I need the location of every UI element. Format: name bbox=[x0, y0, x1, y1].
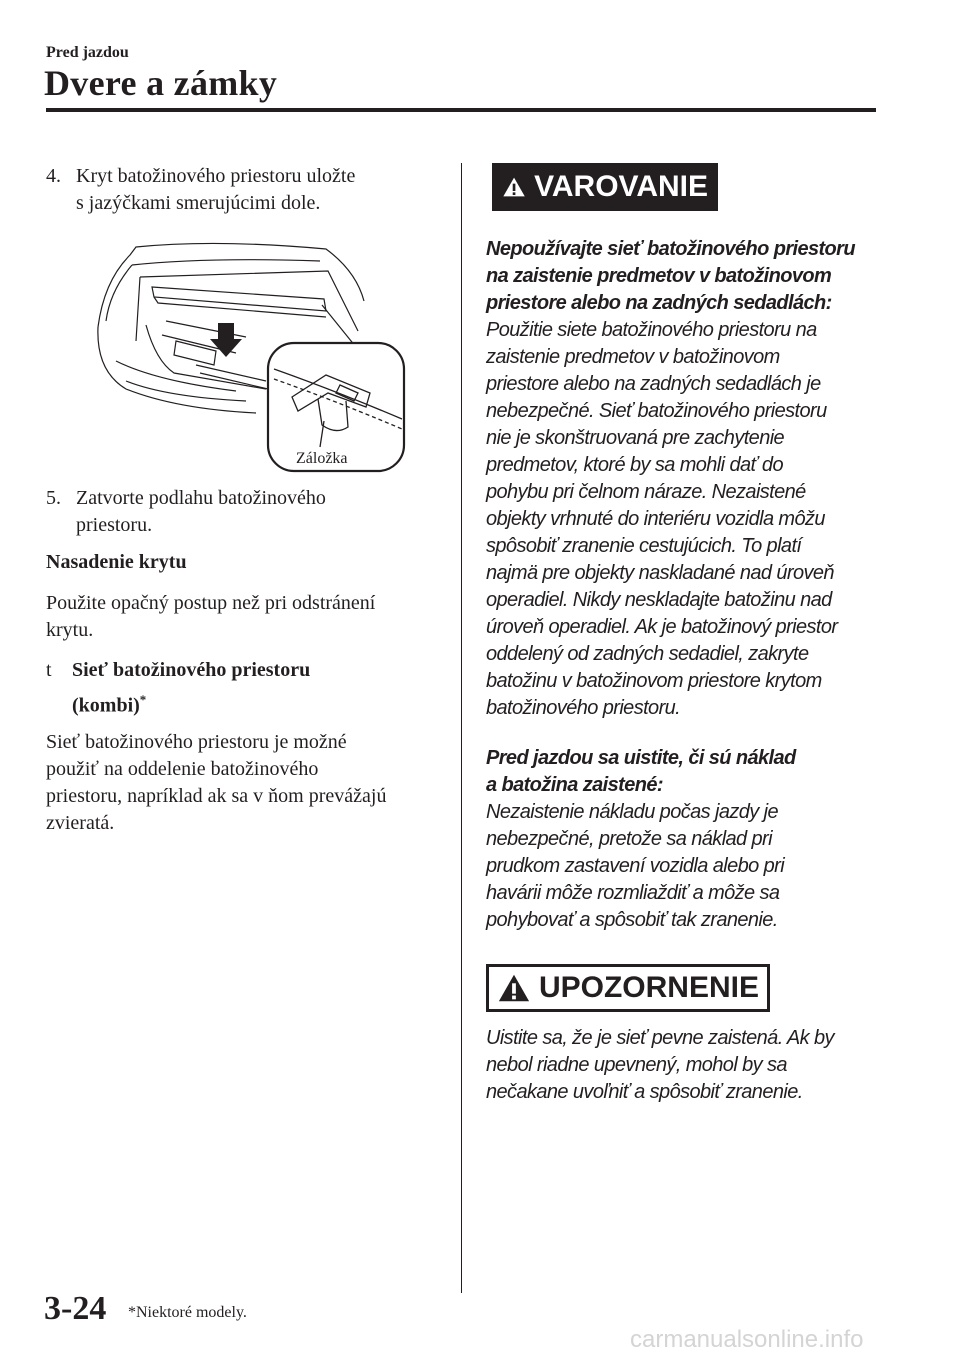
section-label: Pred jazdou bbox=[46, 44, 129, 61]
asterisk-marker: * bbox=[139, 692, 147, 707]
warning-bold-line: Pred jazdou sa uistite, či sú náklad bbox=[486, 747, 796, 769]
para-line: priestoru, napríklad ak sa v ňom prevážajú bbox=[46, 785, 387, 807]
para-line: použiť na oddelenie batožinového bbox=[46, 758, 319, 780]
warning-line: prudkom zastavení vozidla alebo pri bbox=[486, 855, 785, 877]
warning-block-1 bbox=[486, 236, 881, 722]
warning-line: batožinu v batožinovom priestore krytom bbox=[486, 670, 822, 692]
para-line: zvieratá. bbox=[46, 812, 115, 834]
warning-line: najmä pre objekty naskladané nad úroveň bbox=[486, 562, 834, 584]
step-line: priestoru. bbox=[76, 514, 153, 536]
install-paragraph bbox=[46, 590, 441, 644]
warning-line: operadiel. Nikdy neskladajte batožinu nad bbox=[486, 589, 832, 611]
down-arrow-icon bbox=[210, 323, 242, 357]
car-cargo-area-drawing bbox=[96, 241, 408, 473]
heading-line: (kombi) bbox=[72, 694, 140, 717]
page-number: 3-24 bbox=[44, 1290, 107, 1327]
warning-line: zaistenie predmetov v batožinovom bbox=[486, 346, 780, 368]
step-number: 5. bbox=[46, 487, 61, 509]
step-4 bbox=[46, 163, 426, 217]
caution-label: UPOZORNENIE bbox=[538, 971, 759, 1004]
warning-bold-line: na zaistenie predmetov v batožinovom bbox=[486, 265, 832, 287]
column-divider bbox=[461, 163, 462, 1293]
caution-triangle-icon bbox=[497, 972, 531, 1004]
para-line: Použite opačný postup než pri odstránení bbox=[46, 592, 376, 614]
warning-line: objekty vrhnuté do interiéru vozidla môžu bbox=[486, 508, 825, 530]
warning-line: nebezpečné. Sieť batožinového priestoru bbox=[486, 400, 827, 422]
caution-line: Uistite sa, že je sieť pevne zaistená. Ak by bbox=[486, 1027, 834, 1049]
warning-bold-line: Nepoužívajte sieť batožinového priestoru bbox=[486, 238, 855, 260]
step-line: Zatvorte podlahu batožinového bbox=[76, 487, 326, 509]
step-line: s jazýčkami smerujúcimi dole. bbox=[76, 192, 321, 214]
page-title: Dvere a zámky bbox=[44, 63, 278, 103]
subheading-install-cover: Nasadenie krytu bbox=[46, 551, 187, 573]
warning-line: Nezaistenie nákladu počas jazdy je bbox=[486, 801, 779, 823]
warning-line: Použitie siete batožinového priestoru na bbox=[486, 319, 817, 341]
warning-line: nie je skonštruovaná pre zachytenie bbox=[486, 427, 785, 449]
net-section-heading bbox=[46, 655, 310, 721]
step-line: Kryt batožinového priestoru uložte bbox=[76, 165, 356, 187]
warning-bold-line: a batožina zaistené: bbox=[486, 774, 663, 796]
caution-line: nebol riadne upevnený, mohol by sa bbox=[486, 1054, 787, 1076]
title-rule bbox=[46, 108, 876, 112]
caution-text bbox=[486, 1025, 881, 1106]
caution-banner bbox=[486, 964, 770, 1012]
heading-line: Sieť batožinového priestoru bbox=[72, 659, 311, 681]
warning-line: batožinového priestoru. bbox=[486, 697, 681, 719]
warning-line: priestore alebo na zadných sedadlách je bbox=[486, 373, 821, 395]
watermark: carmanualsonline.info bbox=[630, 1326, 864, 1353]
warning-line: pohybovať a spôsobiť tak zranenie. bbox=[486, 909, 778, 931]
warning-banner bbox=[492, 163, 718, 211]
bullet-marker-icon: t bbox=[46, 659, 52, 681]
warning-line: predmetov, ktoré by sa mohli dať do bbox=[486, 454, 783, 476]
warning-line: oddelený od zadných sedadiel, zakryte bbox=[486, 643, 809, 665]
net-paragraph bbox=[46, 729, 441, 837]
caution-line: nečakane uvoľniť a spôsobiť zranenie. bbox=[486, 1081, 803, 1103]
warning-line: spôsobiť zranenie cestujúcich. To platí bbox=[486, 535, 802, 557]
warning-line: úroveň operadiel. Ak je batožinový priestor bbox=[486, 616, 838, 638]
cargo-cover-illustration bbox=[96, 241, 408, 473]
warning-triangle-icon bbox=[502, 171, 526, 203]
warning-line: pohybu pri čelnom náraze. Nezaistené bbox=[486, 481, 806, 503]
footnote: *Niektoré modely. bbox=[128, 1304, 247, 1321]
warning-label: VAROVANIE bbox=[534, 170, 708, 203]
warning-line: havárii môže rozmliaždiť a môže sa bbox=[486, 882, 780, 904]
warning-line: nebezpečné, pretože sa náklad pri bbox=[486, 828, 772, 850]
step-number: 4. bbox=[46, 165, 61, 187]
warning-bold-line: priestore alebo na zadných sedadlách: bbox=[486, 292, 832, 314]
para-line: krytu. bbox=[46, 619, 94, 641]
para-line: Sieť batožinového priestoru je možné bbox=[46, 731, 347, 753]
step-5 bbox=[46, 485, 426, 539]
warning-block-2 bbox=[486, 745, 881, 934]
figure-label: Záložka bbox=[296, 450, 348, 467]
